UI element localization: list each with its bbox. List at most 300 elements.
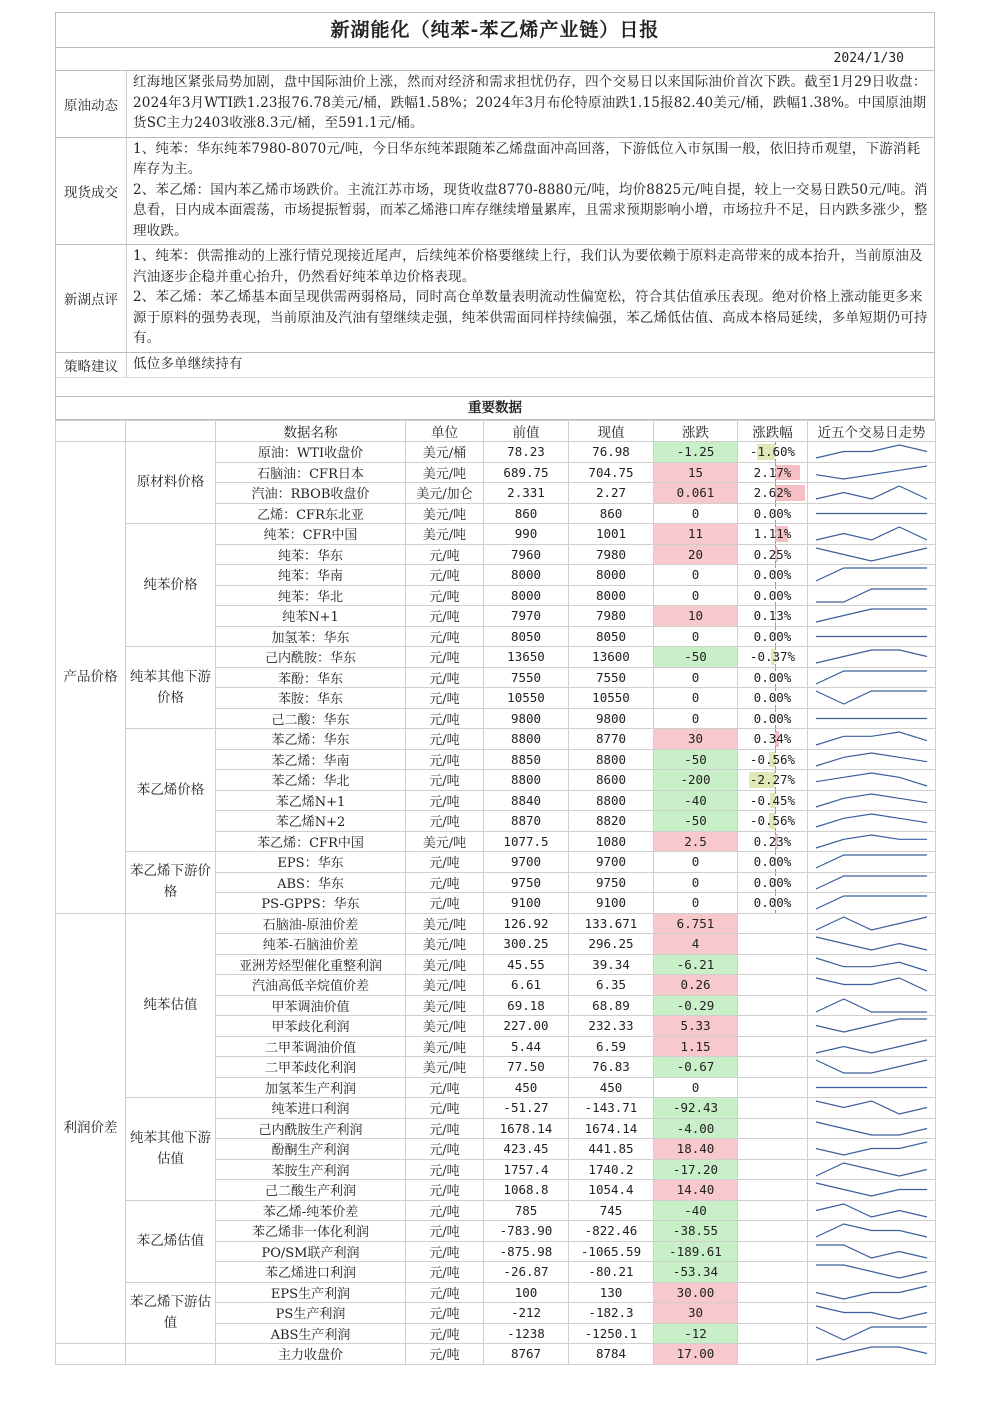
trend-cell — [808, 729, 936, 750]
trend-cell — [808, 995, 936, 1016]
data-name-cell: 苯乙烯：CFR中国 — [216, 831, 406, 852]
prev-value: 126.92 — [484, 913, 569, 934]
change-pct — [738, 831, 808, 852]
trend-cell — [808, 1282, 936, 1303]
trend-cell — [808, 1057, 936, 1078]
trend-cell — [808, 503, 936, 524]
current-value: 2.27 — [569, 483, 654, 504]
prev-value: 1757.4 — [484, 1159, 569, 1180]
trend-sparkline — [808, 1119, 935, 1138]
current-value: 130 — [569, 1282, 654, 1303]
unit-cell: 元/吨 — [406, 667, 484, 688]
trend-line — [816, 1060, 927, 1073]
trend-cell — [808, 893, 936, 914]
data-name-cell: PS-GPPS：华东 — [216, 893, 406, 914]
data-name-cell: 己内酰胺生产利润 — [216, 1118, 406, 1139]
change-value: 2.5 — [654, 831, 738, 852]
prev-value: 8800 — [484, 729, 569, 750]
column-header: 涨跌幅 — [738, 421, 808, 442]
prev-value: 13650 — [484, 647, 569, 668]
trend-line — [816, 855, 927, 868]
data-name-cell: 亚洲芳烃型催化重整利润 — [216, 954, 406, 975]
unit-cell: 元/吨 — [406, 1303, 484, 1324]
trend-line — [816, 589, 927, 602]
trend-line — [816, 835, 927, 848]
trend-cell — [808, 524, 936, 545]
change-value: 30 — [654, 729, 738, 750]
trend-cell — [808, 565, 936, 586]
trend-sparkline — [808, 688, 935, 707]
data-name-cell: EPS：华东 — [216, 852, 406, 873]
change-value: -38.55 — [654, 1221, 738, 1242]
change-value: 30.00 — [654, 1282, 738, 1303]
trend-sparkline — [808, 1160, 935, 1179]
change-value: -200 — [654, 770, 738, 791]
trend-cell — [808, 1016, 936, 1037]
unit-cell: 元/吨 — [406, 1221, 484, 1242]
trend-line — [816, 773, 927, 786]
table-row — [56, 1098, 936, 1119]
change-pct — [738, 1241, 808, 1262]
current-value: 7980 — [569, 606, 654, 627]
unit-cell: 元/吨 — [406, 790, 484, 811]
column-header: 近五个交易日走势 — [808, 421, 936, 442]
trend-cell — [808, 626, 936, 647]
current-value: 8000 — [569, 585, 654, 606]
change-value: -189.61 — [654, 1241, 738, 1262]
current-value: 10550 — [569, 688, 654, 709]
data-name-cell: 二甲苯调油价值 — [216, 1036, 406, 1057]
unit-cell: 元/吨 — [406, 565, 484, 586]
change-value: -1.25 — [654, 442, 738, 463]
trend-line — [816, 609, 927, 622]
trend-line — [816, 1183, 927, 1196]
pct-text: 0.00% — [753, 710, 792, 726]
data-name-cell: 己二酸：华东 — [216, 708, 406, 729]
trend-line — [816, 1347, 927, 1360]
section-3 — [55, 244, 935, 352]
current-value: 7980 — [569, 544, 654, 565]
change-pct — [738, 770, 808, 791]
change-value: -4.00 — [654, 1118, 738, 1139]
prev-value: 9750 — [484, 872, 569, 893]
current-value: 6.59 — [569, 1036, 654, 1057]
section-label: 策略建议 — [56, 353, 127, 378]
data-name-cell: 甲苯歧化利润 — [216, 1016, 406, 1037]
change-value: 6.751 — [654, 913, 738, 934]
trend-cell — [808, 544, 936, 565]
current-value: -182.3 — [569, 1303, 654, 1324]
header-blank — [126, 421, 216, 442]
change-pct — [738, 1139, 808, 1160]
subgroup-label — [126, 1344, 216, 1365]
subgroup-label: 纯苯估值 — [126, 913, 216, 1098]
trend-cell — [808, 831, 936, 852]
change-value: 0 — [654, 503, 738, 524]
subgroup-label: 苯乙烯下游估值 — [126, 1282, 216, 1344]
prev-value: 450 — [484, 1077, 569, 1098]
trend-line — [816, 445, 927, 458]
change-pct — [738, 1118, 808, 1139]
trend-line — [816, 1286, 927, 1299]
prev-value: 227.00 — [484, 1016, 569, 1037]
unit-cell: 美元/吨 — [406, 503, 484, 524]
pct-text: 1.11% — [753, 526, 792, 542]
prev-value: 7550 — [484, 667, 569, 688]
column-header: 数据名称 — [216, 421, 406, 442]
data-name-cell: 甲苯调油价值 — [216, 995, 406, 1016]
unit-cell: 元/吨 — [406, 852, 484, 873]
trend-cell — [808, 1036, 936, 1057]
change-value: -92.43 — [654, 1098, 738, 1119]
data-name-cell: 苯胺：华东 — [216, 688, 406, 709]
change-pct — [738, 462, 808, 483]
unit-cell: 元/吨 — [406, 544, 484, 565]
unit-cell: 元/吨 — [406, 749, 484, 770]
prev-value: 689.75 — [484, 462, 569, 483]
unit-cell: 元/吨 — [406, 729, 484, 750]
unit-cell: 元/吨 — [406, 1098, 484, 1119]
change-value: 0 — [654, 667, 738, 688]
change-value: 11 — [654, 524, 738, 545]
data-name-cell: 苯乙烯非一体化利润 — [216, 1221, 406, 1242]
change-value: 0.061 — [654, 483, 738, 504]
unit-cell: 元/吨 — [406, 1241, 484, 1262]
trend-sparkline — [808, 668, 935, 687]
prev-value: 300.25 — [484, 934, 569, 955]
unit-cell: 元/吨 — [406, 770, 484, 791]
current-value: 296.25 — [569, 934, 654, 955]
trend-cell — [808, 1159, 936, 1180]
change-value: 0 — [654, 872, 738, 893]
group-label — [56, 1344, 126, 1365]
prev-value: 423.45 — [484, 1139, 569, 1160]
change-value: -17.20 — [654, 1159, 738, 1180]
trend-sparkline — [808, 504, 935, 523]
trend-line — [816, 486, 927, 499]
current-value: 450 — [569, 1077, 654, 1098]
change-pct — [738, 913, 808, 934]
trend-sparkline — [808, 729, 935, 748]
change-pct — [738, 1221, 808, 1242]
trend-line — [816, 568, 927, 581]
table-header-row — [56, 421, 936, 442]
trend-cell — [808, 1344, 936, 1365]
trend-cell — [808, 913, 936, 934]
group-label: 产品价格 — [56, 442, 126, 914]
change-value: -0.67 — [654, 1057, 738, 1078]
pct-text: 2.62% — [753, 485, 792, 501]
prev-value: 7970 — [484, 606, 569, 627]
trend-cell — [808, 1262, 936, 1283]
subgroup-label: 苯乙烯价格 — [126, 729, 216, 852]
trend-line — [816, 1224, 927, 1237]
change-pct — [738, 647, 808, 668]
change-pct — [738, 872, 808, 893]
data-name-cell: 己内酰胺：华东 — [216, 647, 406, 668]
current-value: 1001 — [569, 524, 654, 545]
section-label: 原油动态 — [56, 71, 127, 137]
trend-line — [816, 1142, 927, 1155]
trend-sparkline — [808, 1016, 935, 1035]
trend-cell — [808, 811, 936, 832]
prev-value: -51.27 — [484, 1098, 569, 1119]
subgroup-label: 原材料价格 — [126, 442, 216, 524]
unit-cell: 元/吨 — [406, 1200, 484, 1221]
unit-cell: 元/吨 — [406, 1262, 484, 1283]
change-pct — [738, 1344, 808, 1365]
change-pct — [738, 442, 808, 463]
trend-cell — [808, 1303, 936, 1324]
trend-line — [816, 1265, 927, 1278]
trend-line — [816, 548, 927, 561]
prev-value: 8000 — [484, 565, 569, 586]
unit-cell: 美元/吨 — [406, 1057, 484, 1078]
trend-sparkline — [808, 1242, 935, 1261]
column-header: 前值 — [484, 421, 569, 442]
trend-line — [816, 917, 927, 930]
trend-line — [816, 732, 927, 745]
pct-text: 0.25% — [753, 546, 792, 562]
trend-sparkline — [808, 1303, 935, 1322]
trend-sparkline — [808, 934, 935, 953]
spacer-row — [55, 377, 935, 396]
trend-line — [816, 1306, 927, 1319]
prev-value: 860 — [484, 503, 569, 524]
current-value: 133.671 — [569, 913, 654, 934]
pct-text: -0.56% — [749, 751, 796, 767]
data-name-cell: 纯苯N+1 — [216, 606, 406, 627]
trend-line — [816, 671, 927, 684]
table-row — [56, 647, 936, 668]
current-value: 39.34 — [569, 954, 654, 975]
trend-cell — [808, 606, 936, 627]
trend-line — [816, 937, 927, 950]
change-pct — [738, 893, 808, 914]
trend-sparkline — [808, 955, 935, 974]
change-value: 0 — [654, 893, 738, 914]
change-value: 0 — [654, 688, 738, 709]
current-value: -1065.59 — [569, 1241, 654, 1262]
trend-sparkline — [808, 832, 935, 851]
change-value: 15 — [654, 462, 738, 483]
change-value: -50 — [654, 811, 738, 832]
trend-sparkline — [808, 791, 935, 810]
trend-sparkline — [808, 606, 935, 625]
trend-sparkline — [808, 1180, 935, 1199]
current-value: 1054.4 — [569, 1180, 654, 1201]
prev-value: -212 — [484, 1303, 569, 1324]
prev-value: 100 — [484, 1282, 569, 1303]
change-value: 10 — [654, 606, 738, 627]
current-value: 8820 — [569, 811, 654, 832]
trend-sparkline — [808, 893, 935, 912]
trend-sparkline — [808, 545, 935, 564]
trend-sparkline — [808, 1098, 935, 1117]
trend-sparkline — [808, 1324, 935, 1343]
trend-sparkline — [808, 975, 935, 994]
trend-cell — [808, 975, 936, 996]
prev-value: 8000 — [484, 585, 569, 606]
table-row — [56, 524, 936, 545]
change-value: -6.21 — [654, 954, 738, 975]
prev-value: 9800 — [484, 708, 569, 729]
change-value: 0.26 — [654, 975, 738, 996]
pct-text: -1.60% — [749, 444, 796, 460]
unit-cell: 美元/加仑 — [406, 483, 484, 504]
data-name-cell: 酚酮生产利润 — [216, 1139, 406, 1160]
trend-cell — [808, 1241, 936, 1262]
unit-cell: 元/吨 — [406, 647, 484, 668]
trend-sparkline — [808, 914, 935, 933]
pct-text: 0.00% — [753, 669, 792, 685]
pct-text: 0.00% — [753, 690, 792, 706]
trend-sparkline — [808, 709, 935, 728]
unit-cell: 元/吨 — [406, 708, 484, 729]
unit-cell: 元/吨 — [406, 688, 484, 709]
current-value: -143.71 — [569, 1098, 654, 1119]
trend-cell — [808, 749, 936, 770]
header-blank — [56, 421, 126, 442]
trend-cell — [808, 770, 936, 791]
data-name-cell: EPS生产利润 — [216, 1282, 406, 1303]
change-pct — [738, 503, 808, 524]
pct-text: 0.34% — [753, 731, 792, 747]
prev-value: 69.18 — [484, 995, 569, 1016]
prev-value: 45.55 — [484, 954, 569, 975]
trend-cell — [808, 872, 936, 893]
unit-cell: 元/吨 — [406, 585, 484, 606]
change-value: -53.34 — [654, 1262, 738, 1283]
current-value: 8600 — [569, 770, 654, 791]
unit-cell: 元/吨 — [406, 872, 484, 893]
trend-sparkline — [808, 1078, 935, 1097]
column-header: 涨跌 — [654, 421, 738, 442]
trend-line — [816, 896, 927, 909]
table-row — [56, 1200, 936, 1221]
trend-line — [816, 691, 927, 704]
trend-cell — [808, 667, 936, 688]
trend-sparkline — [808, 770, 935, 789]
trend-cell — [808, 688, 936, 709]
change-pct — [738, 1098, 808, 1119]
current-value: 76.83 — [569, 1057, 654, 1078]
current-value: 9100 — [569, 893, 654, 914]
trend-cell — [808, 1200, 936, 1221]
change-pct — [738, 585, 808, 606]
trend-cell — [808, 1118, 936, 1139]
table-row — [56, 442, 936, 463]
current-value: 8770 — [569, 729, 654, 750]
trend-sparkline — [808, 1262, 935, 1281]
report-date: 2024/1/30 — [833, 51, 904, 66]
change-pct — [738, 1323, 808, 1344]
current-value: 76.98 — [569, 442, 654, 463]
data-name-cell: ABS生产利润 — [216, 1323, 406, 1344]
trend-sparkline — [808, 996, 935, 1015]
current-value: 1080 — [569, 831, 654, 852]
current-value: -822.46 — [569, 1221, 654, 1242]
column-header: 单位 — [406, 421, 484, 442]
subgroup-label: 苯乙烯估值 — [126, 1200, 216, 1282]
prev-value: 1678.14 — [484, 1118, 569, 1139]
data-name-cell: 苯酚：华东 — [216, 667, 406, 688]
trend-cell — [808, 647, 936, 668]
change-pct — [738, 1077, 808, 1098]
unit-cell: 美元/吨 — [406, 462, 484, 483]
trend-cell — [808, 708, 936, 729]
trend-sparkline — [808, 647, 935, 666]
report-sheet — [55, 12, 935, 1365]
prev-value: 8767 — [484, 1344, 569, 1365]
trend-line — [816, 999, 927, 1012]
change-pct — [738, 1262, 808, 1283]
change-pct — [738, 954, 808, 975]
prev-value: 8050 — [484, 626, 569, 647]
data-name-cell: 二甲苯歧化利润 — [216, 1057, 406, 1078]
current-value: 8800 — [569, 749, 654, 770]
change-pct — [738, 667, 808, 688]
trend-line — [816, 794, 927, 807]
change-value: 0 — [654, 565, 738, 586]
current-value: 6.35 — [569, 975, 654, 996]
current-value: 13600 — [569, 647, 654, 668]
unit-cell: 元/吨 — [406, 1139, 484, 1160]
current-value: 8784 — [569, 1344, 654, 1365]
unit-cell: 元/吨 — [406, 893, 484, 914]
change-pct — [738, 1036, 808, 1057]
change-pct — [738, 852, 808, 873]
data-name-cell: 苯乙烯N+2 — [216, 811, 406, 832]
unit-cell: 美元/吨 — [406, 831, 484, 852]
current-value: -80.21 — [569, 1262, 654, 1283]
section-text: 1、纯苯：华东纯苯7980-8070元/吨，今日华东纯苯跟随苯乙烯盘面冲高回落，下游低位入市氛围一般，依旧持币观望，下游消耗库存为主。 2、苯乙烯：国内苯乙烯市场跌价。主流江苏市场，现货收盘8770-8880元/吨，均价8825元/吨自提，较上一交易日跌50元/吨。消息看，日内成本面震荡，市场提振暂弱，而苯乙烯港口库存继续增量累库，且需求预期影响小增，市场拉升不足，日内跌多涨少，整理收跌。 — [133, 140, 928, 239]
prev-value: -875.98 — [484, 1241, 569, 1262]
change-value: 0 — [654, 626, 738, 647]
trend-line — [816, 978, 927, 991]
pct-text: -0.56% — [749, 813, 796, 829]
change-pct — [738, 995, 808, 1016]
data-name-cell: 纯苯进口利润 — [216, 1098, 406, 1119]
data-name-cell: 纯苯：华北 — [216, 585, 406, 606]
prev-value: 8840 — [484, 790, 569, 811]
current-value: 9700 — [569, 852, 654, 873]
pct-text: 0.00% — [753, 567, 792, 583]
trend-sparkline — [808, 1283, 935, 1302]
prev-value: 990 — [484, 524, 569, 545]
unit-cell: 元/吨 — [406, 606, 484, 627]
unit-cell: 美元/吨 — [406, 524, 484, 545]
date-row — [55, 48, 935, 70]
unit-cell: 元/吨 — [406, 1118, 484, 1139]
current-value: 8050 — [569, 626, 654, 647]
trend-sparkline — [808, 483, 935, 502]
unit-cell: 美元/吨 — [406, 934, 484, 955]
prev-value: -783.90 — [484, 1221, 569, 1242]
prev-value: 8870 — [484, 811, 569, 832]
prev-value: 8850 — [484, 749, 569, 770]
change-value: 17.00 — [654, 1344, 738, 1365]
change-value: 0 — [654, 1077, 738, 1098]
trend-cell — [808, 585, 936, 606]
change-value: 0 — [654, 852, 738, 873]
pct-text: -2.27% — [749, 772, 796, 788]
unit-cell: 美元/吨 — [406, 954, 484, 975]
change-pct — [738, 606, 808, 627]
unit-cell: 元/吨 — [406, 626, 484, 647]
prev-value: 2.331 — [484, 483, 569, 504]
current-value: 232.33 — [569, 1016, 654, 1037]
